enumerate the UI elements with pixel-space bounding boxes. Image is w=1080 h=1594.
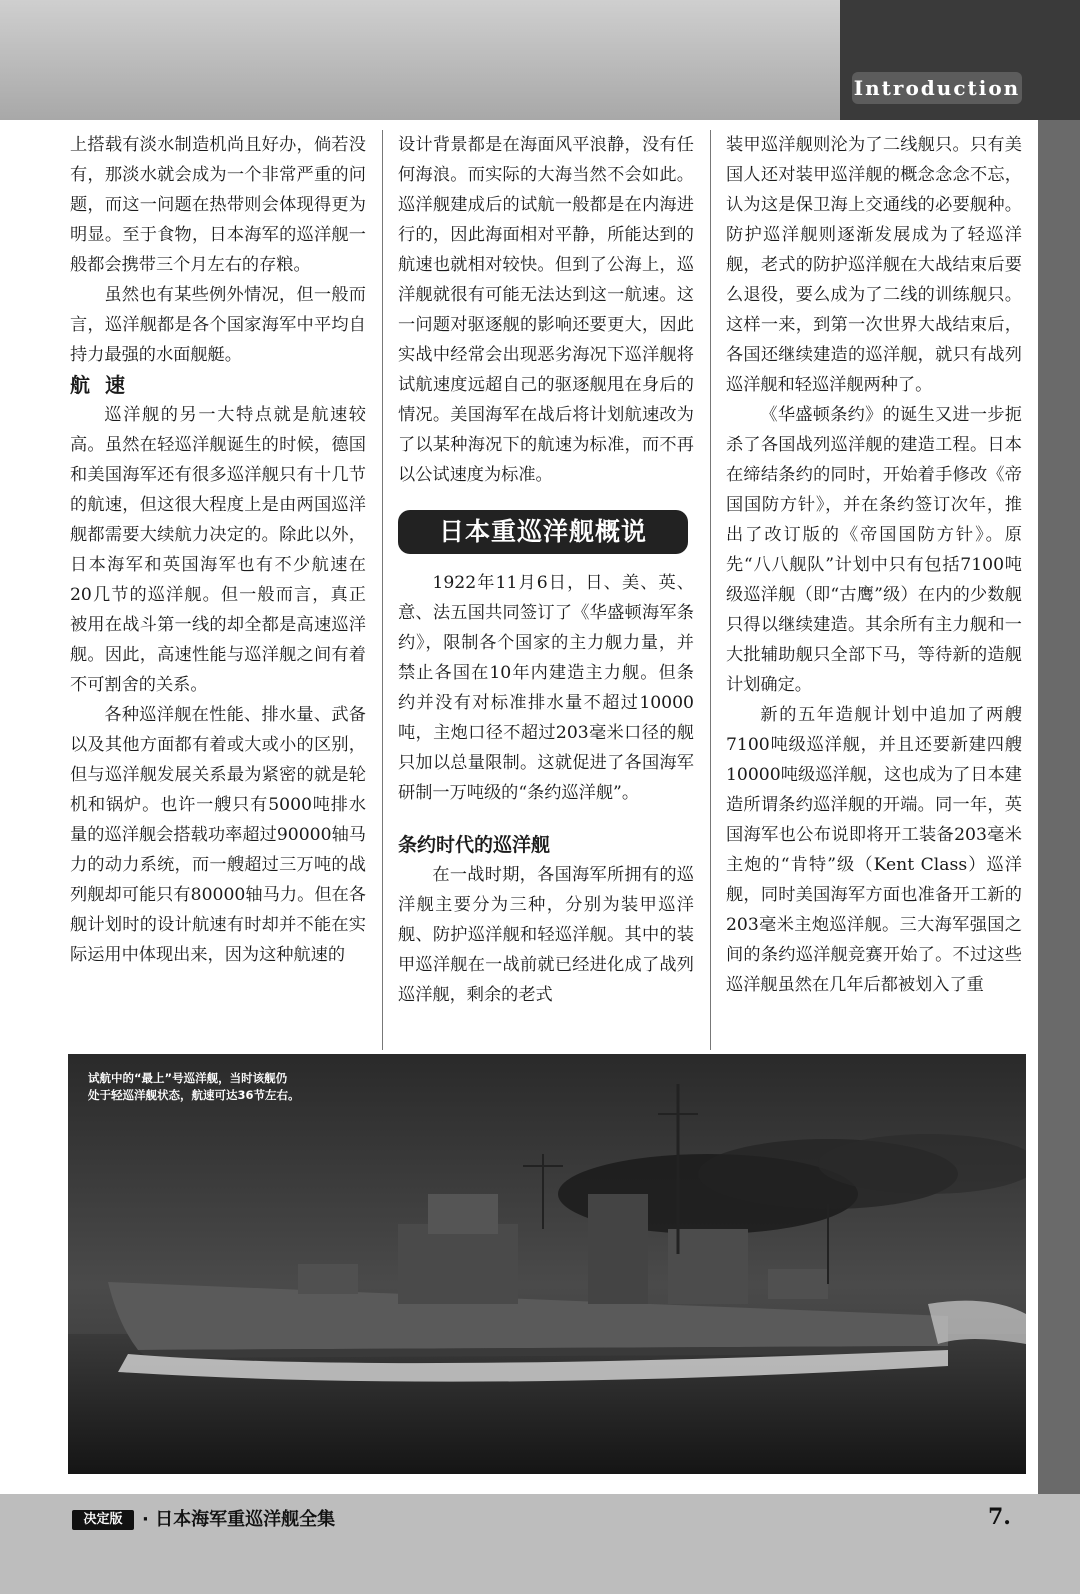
paragraph: 设计背景都是在海面风平浪静，没有任何海浪。而实际的大海当然不会如此。巡洋舰建成后的试航一般都是在内海进行的，因此海面相对平静，所能达到的航速也就相对较快。但到了公海上，巡洋舰就很有可能无法达到这一航速。这一问题对驱逐舰的影响还要更大，因此实战中经常会出现恶劣海况下巡洋舰将试航速度远超自己的驱逐舰甩在身后的情况。美国海军在战后将计划航速改为了以某种海况下的航速为标准，而不再以公试速度为标准。 (398, 135, 694, 485)
paragraph: 上搭载有淡水制造机尚且好办，倘若没有，那淡水就会成为一个非常严重的问题，而这一问题在热带则会体现得更为明显。至于食物，日本海军的巡洋舰一般都会携带三个月左右的存粮。 (70, 135, 366, 275)
text-column-3 (726, 130, 1022, 1000)
text-column-2 (398, 130, 694, 1010)
column-rule (710, 130, 711, 1050)
paragraph: 巡洋舰的另一大特点就是航速较高。虽然在轻巡洋舰诞生的时候，德国和美国海军还有很多巡洋舰只有十几节的航速，但这很大程度上是由两国巡洋舰都需要大续航力决定的。除此以外，日本海军和英国海军也有不少航速在20几节的巡洋舰。但一般而言，真正被用在战斗第一线的却全都是高速巡洋舰。因此，高速性能与巡洋舰之间有着不可割舍的关系。 (70, 405, 366, 695)
paragraph: 1922年11月6日，日、美、英、意、法五国共同签订了《华盛顿海军条约》，限制各个国家的主力舰力量，并禁止各国在10年内建造主力舰。但条约并没有对标准排水量不超过10000吨，主炮口径不超过203毫米口径的舰只加以总量限制。这就促进了各国海军研制一万吨级的“条约巡洋舰”。 (398, 573, 694, 803)
page-edge-strip (1038, 120, 1080, 1500)
text-column-1 (70, 130, 366, 970)
cruiser-photo (68, 1054, 1026, 1474)
paragraph: 虽然也有某些例外情况，但一般而言，巡洋舰都是各个国家海军中平均自持力最强的水面舰艇。 (70, 285, 366, 365)
section-heading: 条约时代的巡洋舰 (398, 834, 551, 856)
chapter-banner: 日本重巡洋舰概说 (398, 510, 688, 554)
photo-caption (88, 1070, 388, 1104)
book-title: · 日本海军重巡洋舰全集 (142, 1509, 336, 1530)
edition-badge: 决定版 (72, 1510, 134, 1530)
column-rule (382, 130, 383, 1050)
paragraph: 各种巡洋舰在性能、排水量、武备以及其他方面都有着或大或小的区别，但与巡洋舰发展关系最为紧密的就是轮机和锅炉。也许一艘只有5000吨排水量的巡洋舰会搭载功率超过90000轴马力的动力系统，而一艘超过三万吨的战列舰却可能只有80000轴马力。但在各舰计划时的设计航速有时却并不能在实际运用中体现出来，因为这种航速的 (70, 705, 366, 965)
caption-line: 处于轻巡洋舰状态，航速可达36节左右。 (88, 1088, 300, 1102)
paragraph: 《华盛顿条约》的诞生又进一步扼杀了各国战列巡洋舰的建造工程。日本在缔结条约的同时，开始着手修改《帝国国防方针》，并在条约签订次年，推出了改订版的《帝国国防方针》。原先“八八舰队”计划中只有包括7100吨级巡洋舰（即“古鹰”级）在内的少数舰只得以继续建造。其余所有主力舰和一大批辅助舰只全部下马，等待新的造舰计划确定。 (726, 405, 1022, 695)
ship-illustration (68, 1054, 1026, 1474)
caption-line: 试航中的“最上”号巡洋舰，当时该舰仍 (88, 1071, 288, 1085)
page-number: 7. (988, 1504, 1011, 1530)
paragraph: 装甲巡洋舰则沦为了二线舰只。只有美国人还对装甲巡洋舰的概念念念不忘，认为这是保卫海上交通线的必要舰种。防护巡洋舰则逐渐发展成为了轻巡洋舰，老式的防护巡洋舰在大战结束后要么退役，要么成为了二线的训练舰只。这样一来，到第一次世界大战结束后，各国还继续建造的巡洋舰，就只有战列巡洋舰和轻巡洋舰两种了。 (726, 135, 1022, 395)
paragraph: 新的五年造舰计划中追加了两艘7100吨级巡洋舰，并且还要新建四艘10000吨级巡洋舰，这也成为了日本建造所谓条约巡洋舰的开端。同一年，英国海军也公布说即将开工装备203毫米主炮的“肯特”级（Kent Class）巡洋舰，同时美国海军方面也准备开工新的203毫米主炮巡洋舰。三大海军强国之间的条约巡洋舰竞赛开始了。不过这些巡洋舰虽然在几年后都被划入了重 (726, 705, 1022, 995)
section-heading: 航 速 (70, 373, 129, 397)
paragraph: 在一战时期，各国海军所拥有的巡洋舰主要分为三种，分别为装甲巡洋舰、防护巡洋舰和轻巡洋舰。其中的装甲巡洋舰在一战前就已经进化成了战列巡洋舰，剩余的老式 (398, 865, 694, 1005)
section-tag: Introduction (852, 72, 1022, 104)
